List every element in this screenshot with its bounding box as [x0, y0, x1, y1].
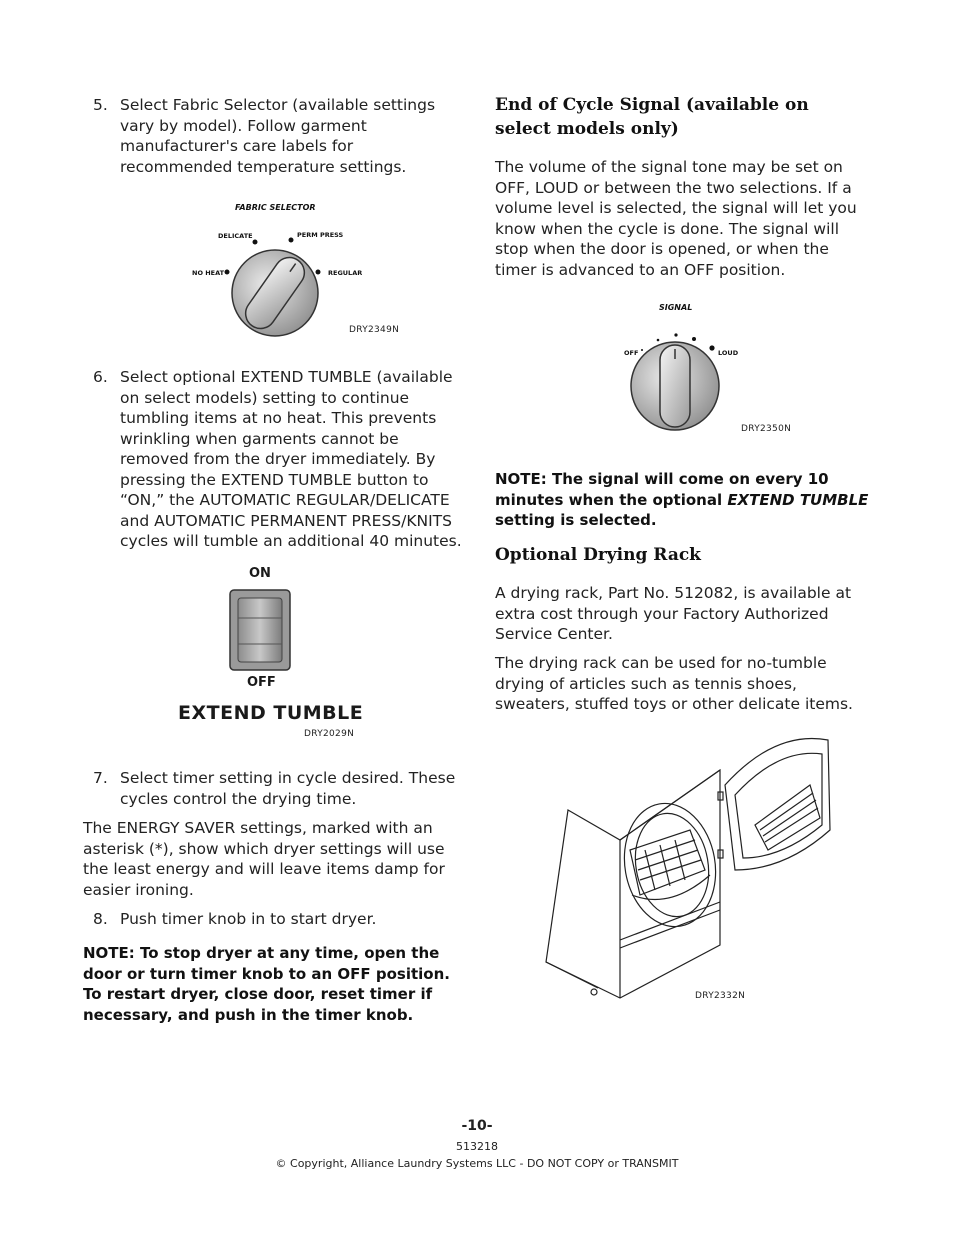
delicate-label: DELICATE — [218, 232, 253, 240]
no-heat-label: NO HEAT — [192, 269, 225, 277]
stop-dryer-note: NOTE: To stop dryer at any time, open the door or turn timer knob to an OFF position. To restart dryer, close door, reset timer if necessary, and push in the timer knob. — [83, 944, 450, 1024]
figure-code: DRY2349N — [349, 325, 400, 335]
rack-paragraph-2: The drying rack can be used for no-tumble drying of articles such as tennis shoes, sweaters, stuffed toys or other delicate items. — [495, 654, 853, 713]
figure-code: DRY2029N — [304, 729, 355, 739]
fabric-dial-icon — [185, 195, 425, 345]
signal-heading: End of Cycle Signal (available on select models only) — [495, 95, 809, 139]
signal-title: SIGNAL — [659, 303, 693, 312]
note-suffix: setting is selected. — [495, 511, 657, 529]
figure-code: DRY2350N — [741, 424, 792, 434]
dryer-rack-figure — [540, 730, 840, 1010]
dryer-with-rack-icon — [540, 730, 840, 1010]
step-number: 7. — [93, 769, 108, 787]
signal-note — [495, 469, 870, 531]
signal-loud-label: LOUD — [718, 349, 739, 357]
doc-number: 513218 — [456, 1140, 498, 1153]
figure-code: DRY2332N — [695, 991, 746, 1001]
page-number: -10- — [461, 1118, 493, 1134]
copyright: © Copyright, Alliance Laundry Systems LLC - DO NOT COPY or TRANSMIT — [275, 1157, 679, 1170]
perm-press-label: PERM PRESS — [297, 231, 344, 239]
signal-figure — [615, 298, 815, 438]
signal-off-label: OFF — [624, 349, 639, 357]
extend-tumble-figure — [170, 562, 370, 742]
signal-dial-icon — [615, 298, 815, 438]
note-italic: EXTEND TUMBLE — [727, 490, 869, 509]
fabric-selector-figure — [185, 195, 425, 345]
rack-heading: Optional Drying Rack — [495, 545, 701, 565]
energy-saver-paragraph: The ENERGY SAVER settings, marked with an asterisk (*), show which dryer settings will use the least energy and will leave items damp for easier ironing. — [83, 819, 445, 899]
extend-tumble-title: EXTEND TUMBLE — [178, 702, 364, 724]
signal-paragraph: The volume of the signal tone may be set on OFF, LOUD or between the two selections. If a volume level is selected, the signal will let you know when the cycle is done. The signal will stop when the door is opened, or when the timer is advanced to an OFF position. — [495, 158, 857, 279]
step-number: 6. — [93, 368, 108, 386]
rack-paragraph-1: A drying rack, Part No. 512082, is available at extra cost through your Factory Authorized Service Center. — [495, 584, 852, 643]
step-text: Select timer setting in cycle desired. These cycles control the drying time. — [120, 769, 456, 808]
on-label: ON — [249, 566, 271, 581]
rocker-switch-icon — [228, 588, 294, 674]
step-number: 8. — [93, 910, 108, 928]
step-text: Select optional EXTEND TUMBLE (available on select models) setting to continue tumbling items at no heat. This prevents wrinkling when garments cannot be removed from the dryer immediately. By pressing the EXTEND TUMBLE button to “ON,” the AUTOMATIC REGULAR/DELICATE and AUTOMATIC PERMANENT PRESS/KNITS cycles will tumble an additional 40 minutes. — [120, 368, 462, 550]
step-text: Push timer knob in to start dryer. — [120, 910, 377, 928]
fabric-selector-title: FABRIC SELECTOR — [235, 203, 316, 212]
step-number: 5. — [93, 96, 108, 114]
step-text: Select Fabric Selector (available settings vary by model). Follow garment manufacturer's care labels for recommended temperature settings. — [120, 96, 436, 176]
regular-label: REGULAR — [328, 269, 363, 277]
note-prefix: NOTE: The signal will come on every 10 minutes when the optional — [495, 470, 829, 509]
off-label: OFF — [247, 675, 276, 690]
